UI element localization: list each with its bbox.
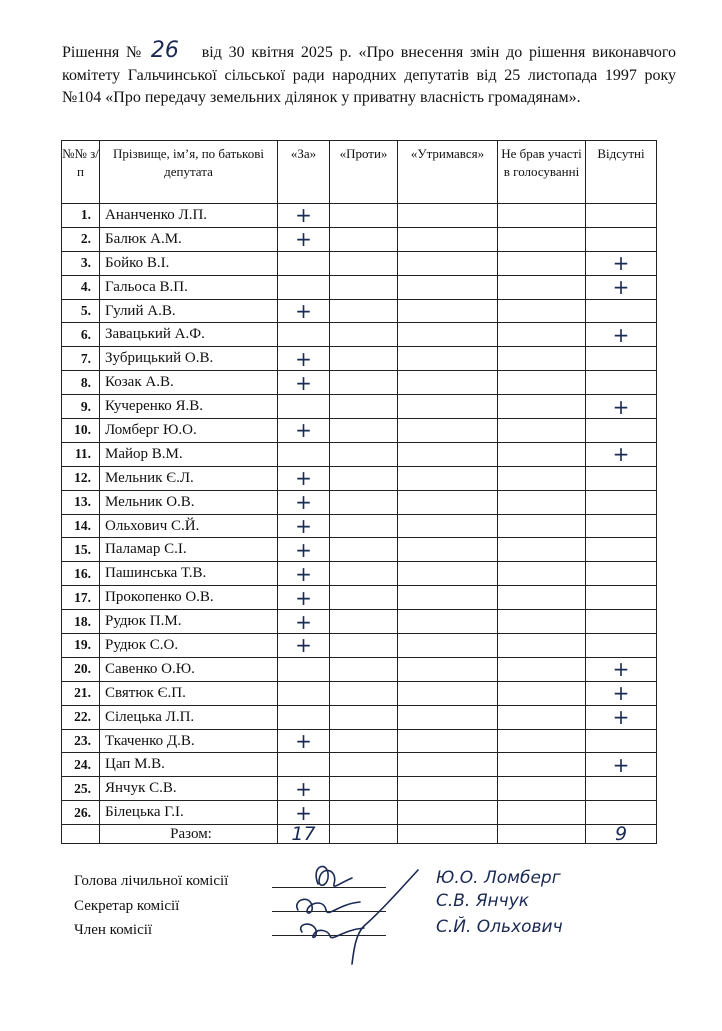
vote-against-cell [330,466,398,490]
deputy-name: Мельник О.В. [100,490,278,514]
row-number: 10. [62,419,100,443]
vote-against-cell [330,299,398,323]
col-header-absent: Відсутні [586,141,657,204]
vote-for-mark: + [278,562,330,586]
table-row [62,610,657,634]
table-row [62,371,657,395]
vote-abstained-cell [398,275,498,299]
table-row [62,395,657,419]
deputy-name: Гулий А.В. [100,299,278,323]
vote-against-cell [330,395,398,419]
vote-not-voted-cell [498,466,586,490]
vote-for-mark: + [278,729,330,753]
deputy-name: Гальоса В.П. [100,275,278,299]
vote-against-cell [330,562,398,586]
table-row [62,323,657,347]
absent-mark [586,227,657,251]
deputy-name: Ольхович С.Й. [100,514,278,538]
vote-abstained-cell [398,681,498,705]
row-number: 11. [62,442,100,466]
row-number: 16. [62,562,100,586]
vote-against-cell [330,610,398,634]
vote-abstained-cell [398,251,498,275]
table-row [62,538,657,562]
vote-against-cell [330,681,398,705]
vote-not-voted-cell [498,490,586,514]
vote-against-cell [330,657,398,681]
vote-for-mark: + [278,204,330,228]
table-row [62,227,657,251]
vote-not-voted-cell [498,610,586,634]
table-row [62,634,657,658]
vote-not-voted-cell [498,681,586,705]
table-row [62,705,657,729]
row-number: 17. [62,586,100,610]
absent-mark: + [586,705,657,729]
absent-mark [586,490,657,514]
vote-abstained-cell [398,347,498,371]
vote-against-cell [330,777,398,801]
chair-printed-name: Ю.О. Ломберг [436,868,561,888]
absent-mark [586,204,657,228]
deputy-name: Святюк Є.П. [100,681,278,705]
deputy-name: Рудюк П.М. [100,610,278,634]
row-number: 21. [62,681,100,705]
vote-abstained-cell [398,514,498,538]
vote-abstained-cell [398,490,498,514]
absent-mark [586,419,657,443]
row-number: 26. [62,801,100,825]
table-row [62,299,657,323]
col-header-for: «За» [278,141,330,204]
vote-abstained-cell [398,634,498,658]
vote-not-voted-cell [498,562,586,586]
table-row [62,466,657,490]
col-header-not-voted: Не брав участі в голосуванні [498,141,586,204]
decision-prefix: Рішення № [62,44,145,61]
deputy-name: Янчук С.В. [100,777,278,801]
deputy-name: Зубрицький О.В. [100,347,278,371]
vote-against-cell [330,204,398,228]
vote-for-mark [278,657,330,681]
col-header-name: Прізвище, ім’я, по батькові депутата [100,141,278,204]
vote-not-voted-cell [498,323,586,347]
handwritten-signatures [268,852,428,972]
absent-mark [586,729,657,753]
vote-abstained-cell [398,610,498,634]
row-number: 2. [62,227,100,251]
vote-abstained-cell [398,777,498,801]
vote-for-mark [278,442,330,466]
vote-for-mark [278,395,330,419]
vote-not-voted-cell [498,299,586,323]
vote-for-mark: + [278,347,330,371]
vote-abstained-cell [398,705,498,729]
vote-abstained-cell [398,562,498,586]
vote-not-voted-cell [498,347,586,371]
total-label: Разом: [100,825,278,844]
vote-against-cell [330,538,398,562]
table-row [62,251,657,275]
table-row [62,514,657,538]
table-row [62,490,657,514]
table-row [62,419,657,443]
absent-mark [586,801,657,825]
total-not-voted [498,825,586,844]
absent-mark: + [586,275,657,299]
member-label: Член комісії [74,922,153,938]
vote-for-mark: + [278,227,330,251]
decision-number: 26 [150,38,179,63]
vote-against-cell [330,634,398,658]
deputy-name: Ломберг Ю.О. [100,419,278,443]
absent-mark [586,538,657,562]
total-against [330,825,398,844]
vote-for-mark [278,251,330,275]
vote-against-cell [330,586,398,610]
row-number: 8. [62,371,100,395]
vote-abstained-cell [398,753,498,777]
table-row [62,562,657,586]
table-row [62,657,657,681]
vote-abstained-cell [398,729,498,753]
vote-against-cell [330,227,398,251]
vote-for-mark: + [278,514,330,538]
vote-for-mark: + [278,490,330,514]
absent-mark: + [586,753,657,777]
row-number: 20. [62,657,100,681]
vote-not-voted-cell [498,753,586,777]
vote-abstained-cell [398,395,498,419]
vote-for-mark [278,275,330,299]
vote-not-voted-cell [498,227,586,251]
vote-abstained-cell [398,657,498,681]
row-number: 15. [62,538,100,562]
absent-mark: + [586,657,657,681]
vote-against-cell [330,801,398,825]
col-header-against: «Проти» [330,141,398,204]
table-row [62,777,657,801]
total-for: 17 [278,825,330,844]
row-number: 5. [62,299,100,323]
deputy-name: Ананченко Л.П. [100,204,278,228]
vote-for-mark [278,681,330,705]
vote-against-cell [330,514,398,538]
vote-against-cell [330,347,398,371]
vote-abstained-cell [398,323,498,347]
vote-not-voted-cell [498,801,586,825]
deputy-name: Паламар С.І. [100,538,278,562]
vote-not-voted-cell [498,634,586,658]
total-row [62,825,657,844]
absent-mark [586,634,657,658]
vote-for-mark: + [278,538,330,562]
absent-mark [586,514,657,538]
row-number: 12. [62,466,100,490]
row-number: 1. [62,204,100,228]
total-absent: 9 [586,825,657,844]
chair-label: Голова лічильної комісії [74,873,229,889]
row-number: 7. [62,347,100,371]
vote-for-mark: + [278,586,330,610]
vote-against-cell [330,251,398,275]
deputy-name: Бойко В.І. [100,251,278,275]
vote-abstained-cell [398,419,498,443]
vote-abstained-cell [398,586,498,610]
deputy-name: Завацький А.Ф. [100,323,278,347]
deputy-name: Прокопенко О.В. [100,586,278,610]
vote-against-cell [330,729,398,753]
deputy-name: Савенко О.Ю. [100,657,278,681]
deputy-name: Майор В.М. [100,442,278,466]
vote-for-mark: + [278,299,330,323]
deputy-name: Білецька Г.І. [100,801,278,825]
vote-abstained-cell [398,466,498,490]
vote-abstained-cell [398,299,498,323]
secretary-printed-name: С.В. Янчук [436,891,530,911]
vote-abstained-cell [398,801,498,825]
row-number: 14. [62,514,100,538]
deputy-name: Цап М.В. [100,753,278,777]
vote-not-voted-cell [498,538,586,562]
vote-for-mark: + [278,419,330,443]
row-number: 13. [62,490,100,514]
deputy-name: Мельник Є.Л. [100,466,278,490]
deputy-name: Козак А.В. [100,371,278,395]
vote-abstained-cell [398,538,498,562]
vote-not-voted-cell [498,777,586,801]
table-row [62,681,657,705]
absent-mark [586,347,657,371]
table-row [62,801,657,825]
row-number: 18. [62,610,100,634]
row-number: 3. [62,251,100,275]
table-row [62,347,657,371]
table-row [62,586,657,610]
deputy-name: Пашинська Т.В. [100,562,278,586]
vote-for-mark [278,753,330,777]
col-header-number: №№ з/п [62,141,100,204]
row-number: 19. [62,634,100,658]
table-row [62,275,657,299]
deputy-name: Рудюк С.О. [100,634,278,658]
vote-abstained-cell [398,227,498,251]
vote-for-mark: + [278,777,330,801]
vote-against-cell [330,275,398,299]
absent-mark [586,562,657,586]
absent-mark: + [586,323,657,347]
vote-not-voted-cell [498,514,586,538]
row-number: 22. [62,705,100,729]
vote-not-voted-cell [498,371,586,395]
vote-not-voted-cell [498,729,586,753]
decision-heading [62,38,677,110]
vote-abstained-cell [398,204,498,228]
absent-mark [586,610,657,634]
decision-text: від 30 квітня 2025 р. «Про внесення змін до рішення виконавчого комітету Гальчинської сільської ради народних депутатів від 25 листопада 1997 року №104 «Про передачу земельних ділянок у приватну власність громадянам». [62,44,677,106]
vote-not-voted-cell [498,395,586,419]
vote-not-voted-cell [498,657,586,681]
vote-for-mark: + [278,610,330,634]
vote-against-cell [330,442,398,466]
absent-mark [586,777,657,801]
absent-mark [586,371,657,395]
absent-mark: + [586,395,657,419]
col-header-abstained: «Утримався» [398,141,498,204]
table-row [62,442,657,466]
vote-against-cell [330,371,398,395]
total-abstained [398,825,498,844]
row-number: 24. [62,753,100,777]
vote-not-voted-cell [498,419,586,443]
row-number: 25. [62,777,100,801]
vote-against-cell [330,419,398,443]
table-row [62,753,657,777]
absent-mark [586,466,657,490]
deputy-name: Сілецька Л.П. [100,705,278,729]
vote-not-voted-cell [498,705,586,729]
header-row [62,141,657,204]
absent-mark [586,299,657,323]
vote-against-cell [330,705,398,729]
absent-mark: + [586,442,657,466]
row-number: 4. [62,275,100,299]
absent-mark: + [586,251,657,275]
vote-for-mark: + [278,801,330,825]
member-printed-name: С.Й. Ольхович [436,917,563,937]
vote-not-voted-cell [498,275,586,299]
secretary-label: Секретар комісії [74,898,180,914]
vote-against-cell [330,753,398,777]
vote-abstained-cell [398,371,498,395]
absent-mark: + [586,681,657,705]
table-row [62,204,657,228]
row-number: 6. [62,323,100,347]
vote-not-voted-cell [498,586,586,610]
vote-not-voted-cell [498,251,586,275]
table-row [62,729,657,753]
total-number-cell [62,825,100,844]
vote-for-mark [278,323,330,347]
absent-mark [586,586,657,610]
vote-abstained-cell [398,442,498,466]
row-number: 9. [62,395,100,419]
vote-for-mark: + [278,371,330,395]
deputy-name: Балюк А.М. [100,227,278,251]
vote-against-cell [330,323,398,347]
deputy-name: Кучеренко Я.В. [100,395,278,419]
vote-table [61,140,657,844]
vote-not-voted-cell [498,442,586,466]
vote-for-mark: + [278,634,330,658]
vote-for-mark [278,705,330,729]
vote-against-cell [330,490,398,514]
deputy-name: Ткаченко Д.В. [100,729,278,753]
vote-for-mark: + [278,466,330,490]
vote-not-voted-cell [498,204,586,228]
row-number: 23. [62,729,100,753]
